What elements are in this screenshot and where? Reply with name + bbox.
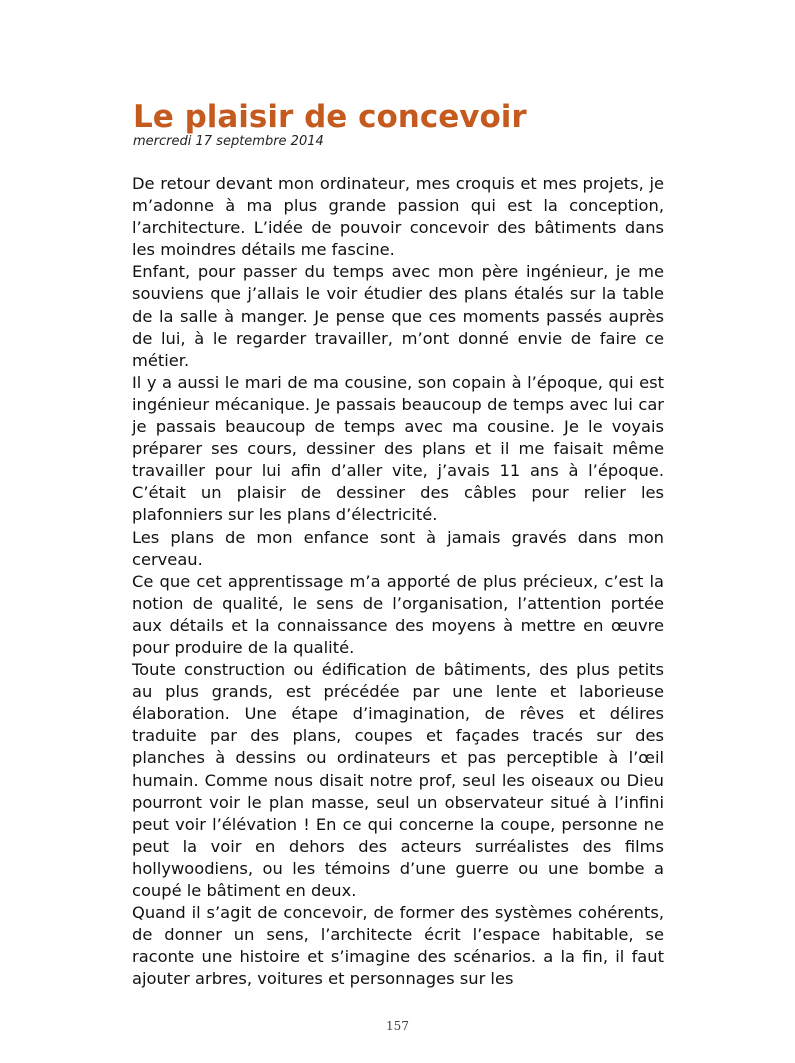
paragraph-1: De retour devant mon ordinateur, mes croquis et mes projets, je m’adonne à ma plus grande passion qui est la conception, l’architecture. L’idée de pouvoir concevoir des bâtiments dans les moindres détails me fascine. bbox=[132, 174, 664, 260]
page-number: 157 bbox=[386, 1019, 409, 1033]
page-title: Le plaisir de concevoir bbox=[133, 99, 527, 135]
paragraph-2: Enfant, pour passer du temps avec mon père ingénieur, je me souviens que j’allais le voir étudier des plans étalés sur la table de la salle à manger. Je pense que ces moments passés auprès de lui, à le regarder travailler, m’ont donné envie de faire ce métier. bbox=[132, 262, 664, 370]
paragraph-5: Ce que cet apprentissage m’a apporté de plus précieux, c’est la notion de qualité, le sens de l’organisation, l’attention portée aux détails et la connaissance des moyens à mettre en œuvre pour produire de la qualité. bbox=[132, 571, 664, 657]
paragraph-3: Il y a aussi le mari de ma cousine, son copain à l’époque, qui est ingénieur mécanique. Je passais beaucoup de temps avec lui car je passais beaucoup de temps avec ma cousine. Je le voyais préparer ses cours, dessiner des plans et il me faisait même travailler pour lui afin d’aller vite, j’avais 11 ans à l’époque. C’était un plaisir de dessiner des câbles pour relier les plafonniers sur les plans d’électricité. bbox=[132, 372, 664, 525]
paragraph-7: Quand il s’agit de concevoir, de former des systèmes cohérents, de donner un sens, l’architecte écrit l’espace habitable, se raconte une histoire et s’imagine des scénarios. a la fin, il faut ajouter arbres, voitures et personnages sur les bbox=[132, 903, 664, 989]
article-body bbox=[132, 173, 664, 990]
post-date: mercredi 17 septembre 2014 bbox=[133, 134, 324, 149]
paragraph-6: Toute construction ou édification de bâtiments, des plus petits au plus grands, est précédée par une lente et laborieuse élaboration. Une étape d’imagination, de rêves et délires traduite par des plans, coupes et façades tracés sur des planches à dessins ou ordinateurs et pas perceptible à l’œil humain. Comme nous disait notre prof, seul les oiseaux ou Dieu pourront voir le plan masse, seul un observateur situé à l’infini peut voir l’élévation ! En ce qui concerne la coupe, personne ne peut la voir en dehors des acteurs surréalistes des films hollywoodiens, ou les témoins d’une guerre ou une bombe a coupé le bâtiment en deux. bbox=[132, 660, 664, 900]
paragraph-4: Les plans de mon enfance sont à jamais gravés dans mon cerveau. bbox=[132, 527, 664, 569]
